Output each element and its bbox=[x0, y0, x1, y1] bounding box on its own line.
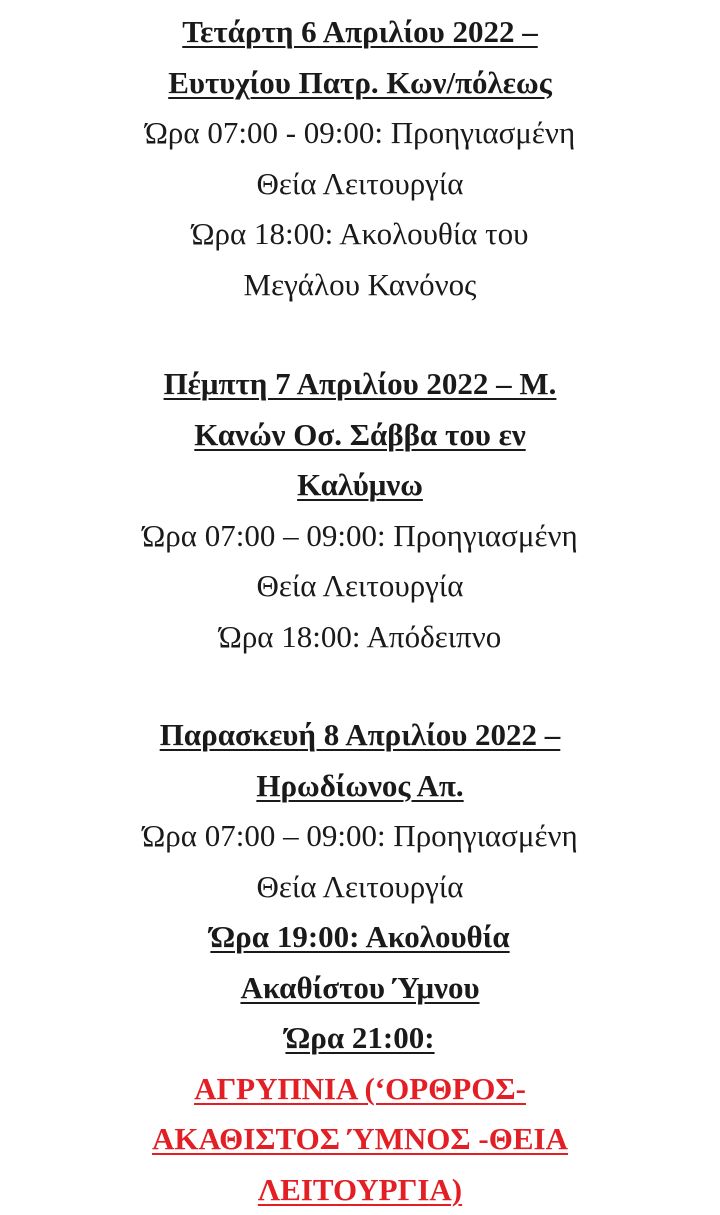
schedule-text: Θεία Λειτουργία bbox=[257, 166, 464, 201]
schedule-text: Θεία Λειτουργία bbox=[257, 869, 464, 904]
highlight-schedule-text: Ακαθίστου Ύμνου bbox=[240, 970, 479, 1005]
day-heading-text: Πέμπτη 7 Απριλίου 2022 – Μ. bbox=[164, 366, 557, 401]
schedule-text: Ώρα 07:00 - 09:00: Προηγιασμένη bbox=[145, 115, 575, 150]
schedule-line bbox=[0, 209, 720, 260]
day-section-friday bbox=[0, 710, 720, 1215]
highlight-schedule-line bbox=[0, 963, 720, 1014]
highlight-schedule-text: Ώρα 19:00: Ακολουθία bbox=[210, 919, 509, 954]
day-section-wednesday bbox=[0, 7, 720, 310]
highlight-schedule-line bbox=[0, 912, 720, 963]
schedule-text: Μεγάλου Κανόνος bbox=[244, 267, 477, 302]
highlight-schedule-line bbox=[0, 1013, 720, 1064]
vigil-text: ΛΕΙΤΟΥΡΓΙΑ) bbox=[258, 1172, 462, 1207]
highlight-schedule-text: Ώρα 21:00: bbox=[285, 1020, 434, 1055]
day-heading-text: Καλύμνω bbox=[297, 467, 423, 502]
day-heading-line bbox=[0, 7, 720, 58]
vigil-text: ΑΚΑΘΙΣΤΟΣ ΎΜΝΟΣ -ΘΕΙΑ bbox=[152, 1121, 568, 1156]
day-heading-line bbox=[0, 58, 720, 109]
schedule-text: Ώρα 07:00 – 09:00: Προηγιασμένη bbox=[142, 518, 578, 553]
schedule-line bbox=[0, 862, 720, 913]
schedule-line bbox=[0, 612, 720, 663]
day-heading-line bbox=[0, 460, 720, 511]
day-heading-line bbox=[0, 710, 720, 761]
day-heading-text: Τετάρτη 6 Απριλίου 2022 – bbox=[182, 14, 537, 49]
day-heading-text: Παρασκευή 8 Απριλίου 2022 – bbox=[160, 717, 561, 752]
day-heading-line bbox=[0, 359, 720, 410]
schedule-line bbox=[0, 511, 720, 562]
schedule-line bbox=[0, 108, 720, 159]
schedule-text: Ώρα 18:00: Ακολουθία του bbox=[192, 216, 529, 251]
vigil-text: ΑΓΡΥΠΝΙΑ (‘ΟΡΘΡΟΣ- bbox=[194, 1071, 526, 1106]
schedule-text: Ώρα 07:00 – 09:00: Προηγιασμένη bbox=[142, 818, 578, 853]
schedule-line bbox=[0, 811, 720, 862]
day-heading-line bbox=[0, 410, 720, 461]
schedule-line bbox=[0, 159, 720, 210]
vigil-line bbox=[0, 1064, 720, 1115]
schedule-line bbox=[0, 561, 720, 612]
vigil-line bbox=[0, 1165, 720, 1215]
vigil-line bbox=[0, 1114, 720, 1165]
day-heading-text: Ευτυχίου Πατρ. Κων/πόλεως bbox=[168, 65, 552, 100]
day-section-thursday bbox=[0, 359, 720, 662]
day-heading-text: Ηρωδίωνος Απ. bbox=[256, 768, 463, 803]
schedule-line bbox=[0, 260, 720, 311]
schedule-text: Ώρα 18:00: Απόδειπνο bbox=[219, 619, 501, 654]
schedule-text: Θεία Λειτουργία bbox=[257, 568, 464, 603]
day-heading-text: Κανών Οσ. Σάββα του εν bbox=[194, 417, 525, 452]
day-heading-line bbox=[0, 761, 720, 812]
